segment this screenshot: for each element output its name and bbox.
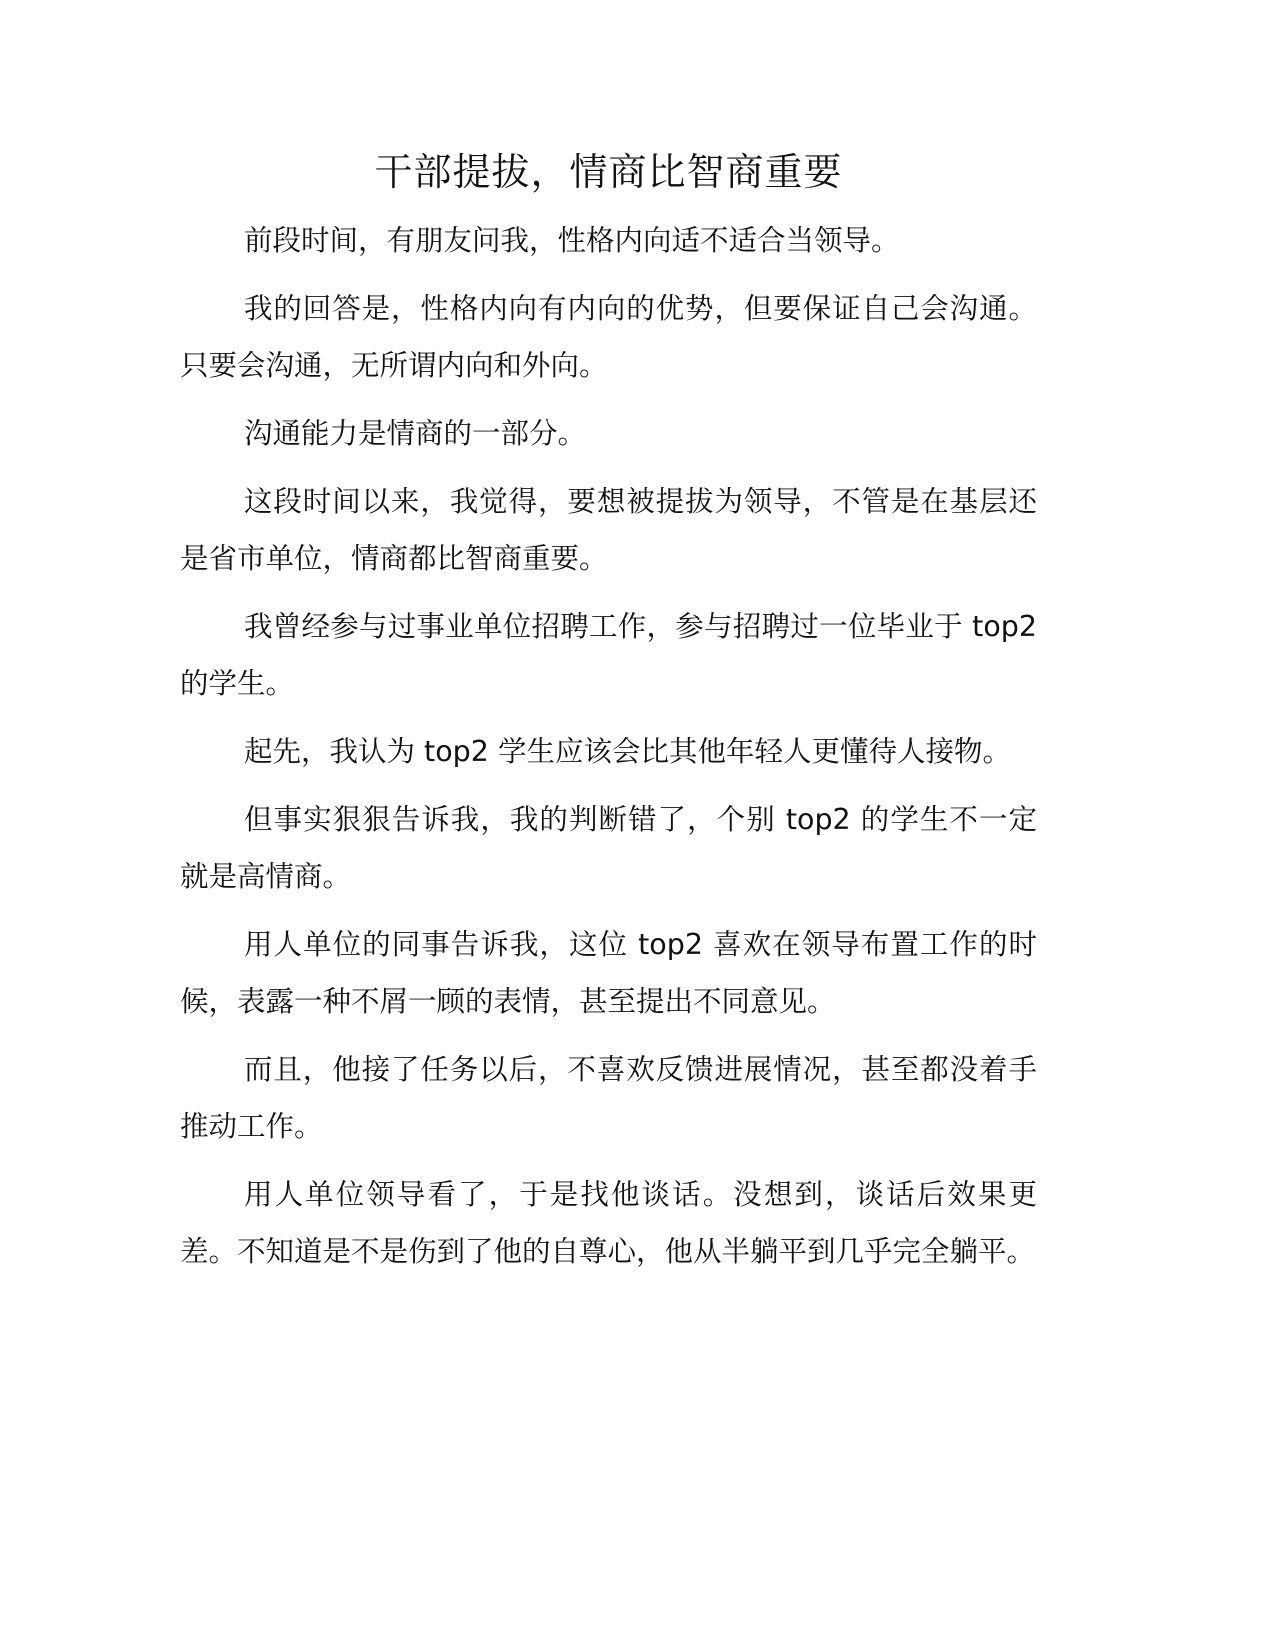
paragraph-6: 起先，我认为 top2 学生应该会比其他年轻人更懂待人接物。 bbox=[244, 735, 1011, 768]
paragraph-5: 我曾经参与过事业单位招聘工作，参与招聘过一位毕业于 top2 的学生。 bbox=[180, 610, 1037, 700]
paragraph-10: 用人单位领导看了，于是找他谈话。没想到，谈话后效果更差。不知道是不是伤到了他的自尊心，他从半躺平到几乎完全躺平。 bbox=[180, 1178, 1037, 1268]
paragraph-1: 前段时间，有朋友问我，性格内向适不适合当领导。 bbox=[244, 224, 900, 257]
paragraph-7: 但事实狠狠告诉我，我的判断错了，个别 top2 的学生不一定就是高情商。 bbox=[180, 803, 1037, 893]
paragraph-2: 我的回答是，性格内向有内向的优势，但要保证自己会沟通。只要会沟通，无所谓内向和外向。 bbox=[180, 292, 1037, 382]
paragraph-3: 沟通能力是情商的一部分。 bbox=[244, 417, 587, 450]
document-body bbox=[180, 140, 1037, 1291]
paragraph-9: 而且，他接了任务以后，不喜欢反馈进展情况，甚至都没着手推动工作。 bbox=[180, 1053, 1037, 1143]
document-title: 干部提拔，情商比智商重要 bbox=[374, 150, 843, 194]
paragraph-4: 这段时间以来，我觉得，要想被提拔为领导，不管是在基层还是省市单位，情商都比智商重要。 bbox=[180, 485, 1037, 575]
paragraph-8: 用人单位的同事告诉我，这位 top2 喜欢在领导布置工作的时候，表露一种不屑一顾的表情，甚至提出不同意见。 bbox=[180, 928, 1037, 1018]
